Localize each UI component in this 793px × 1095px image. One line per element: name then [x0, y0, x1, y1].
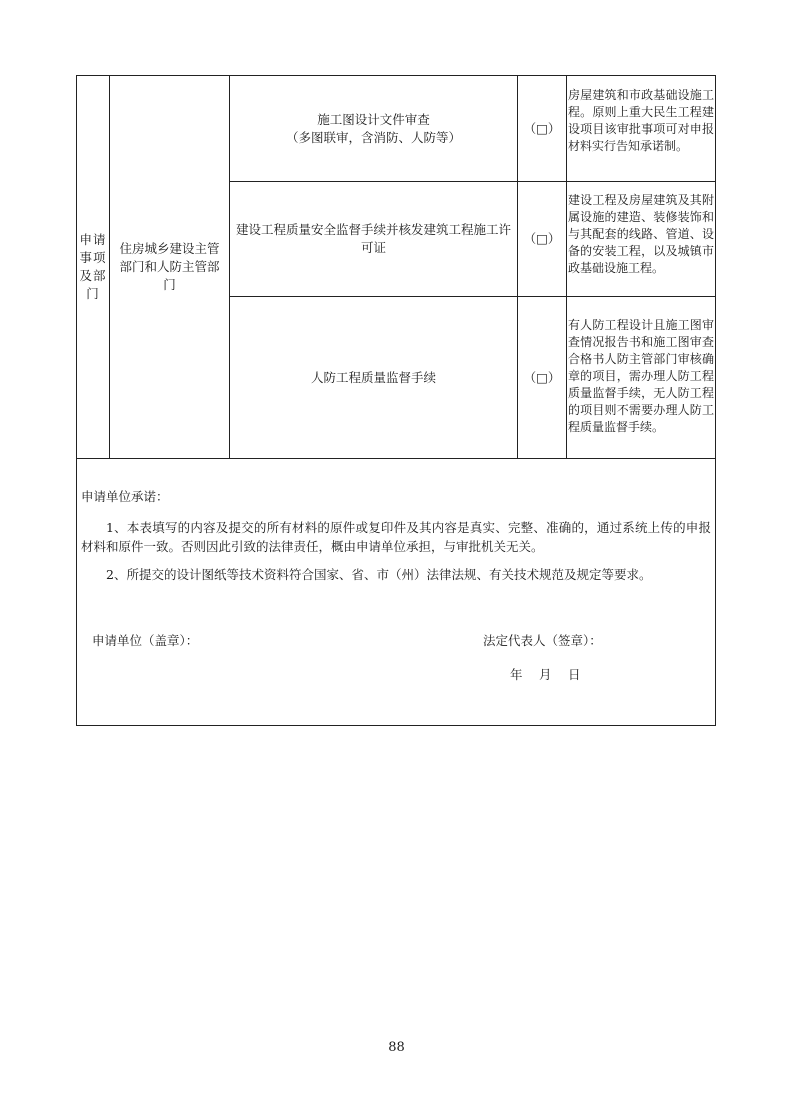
item-title-cell [230, 297, 517, 458]
item-note: 有人防工程设计且施工图审查情况报告书和施工图审查合格书人防主管部门审核确章的项目，需办理人防工程质量监督手续，无人防工程的项目则不需要办理人防工程质量监督手续。 [568, 318, 714, 434]
column-divider [566, 76, 567, 458]
commitment-heading: 申请单位承诺： [81, 489, 169, 504]
item-title: 建设工程质量安全监督手续并核发建筑工程施工许可证 [236, 222, 512, 255]
application-form-table [76, 75, 716, 726]
item-note: 建设工程及房屋建筑及其附属设施的建造、装修装饰和与其配套的线路、管道、设备的安装工程，以及城镇市政基础设施工程。 [568, 193, 714, 275]
item-title: 施工图设计文件审查 [317, 111, 430, 127]
item-checkbox[interactable] [518, 76, 566, 181]
item-title: 人防工程质量监督手续 [310, 369, 436, 385]
row-header-text: 申请事项及部门 [79, 232, 107, 301]
item-title-cell [230, 76, 517, 181]
commitment-clause-1: 1、本表填写的内容及提交的所有材料的原件或复印件及其内容是真实、完整、准确的，通过系统上传的申报材料和原件一致。否则因此引致的法律责任，概由申请单位承担，与审批机关无关。 [81, 520, 711, 554]
item-title-cell [230, 182, 517, 296]
department-cell [110, 76, 229, 458]
checkbox-label: （□） [523, 369, 561, 385]
applicant-seal-label: 申请单位（盖章）： [92, 633, 199, 648]
section-divider [77, 458, 716, 459]
legal-representative-sign-label: 法定代表人（签章）： [483, 633, 602, 648]
item-checkbox[interactable] [518, 182, 566, 296]
page-number: 88 [388, 1040, 405, 1055]
checkbox-label: （□） [523, 120, 561, 136]
item-checkbox[interactable] [518, 297, 566, 458]
date-line: 年 月 日 [510, 667, 581, 682]
item-note: 房屋建筑和市政基础设施工程。原则上重大民生工程建设项目该审批事项可对申报材料实行告知承诺制。 [568, 88, 714, 153]
row-header [77, 76, 109, 458]
department-text: 住房城乡建设主管部门和人防主管部门 [119, 241, 220, 292]
checkbox-label: （□） [523, 231, 561, 246]
commitment-clause-2: 2、所提交的设计图纸等技术资料符合国家、省、市（州）法律法规、有关技术规范及规定等要求。 [106, 567, 652, 582]
item-subtitle: （多图联审，含消防、人防等） [285, 129, 461, 145]
